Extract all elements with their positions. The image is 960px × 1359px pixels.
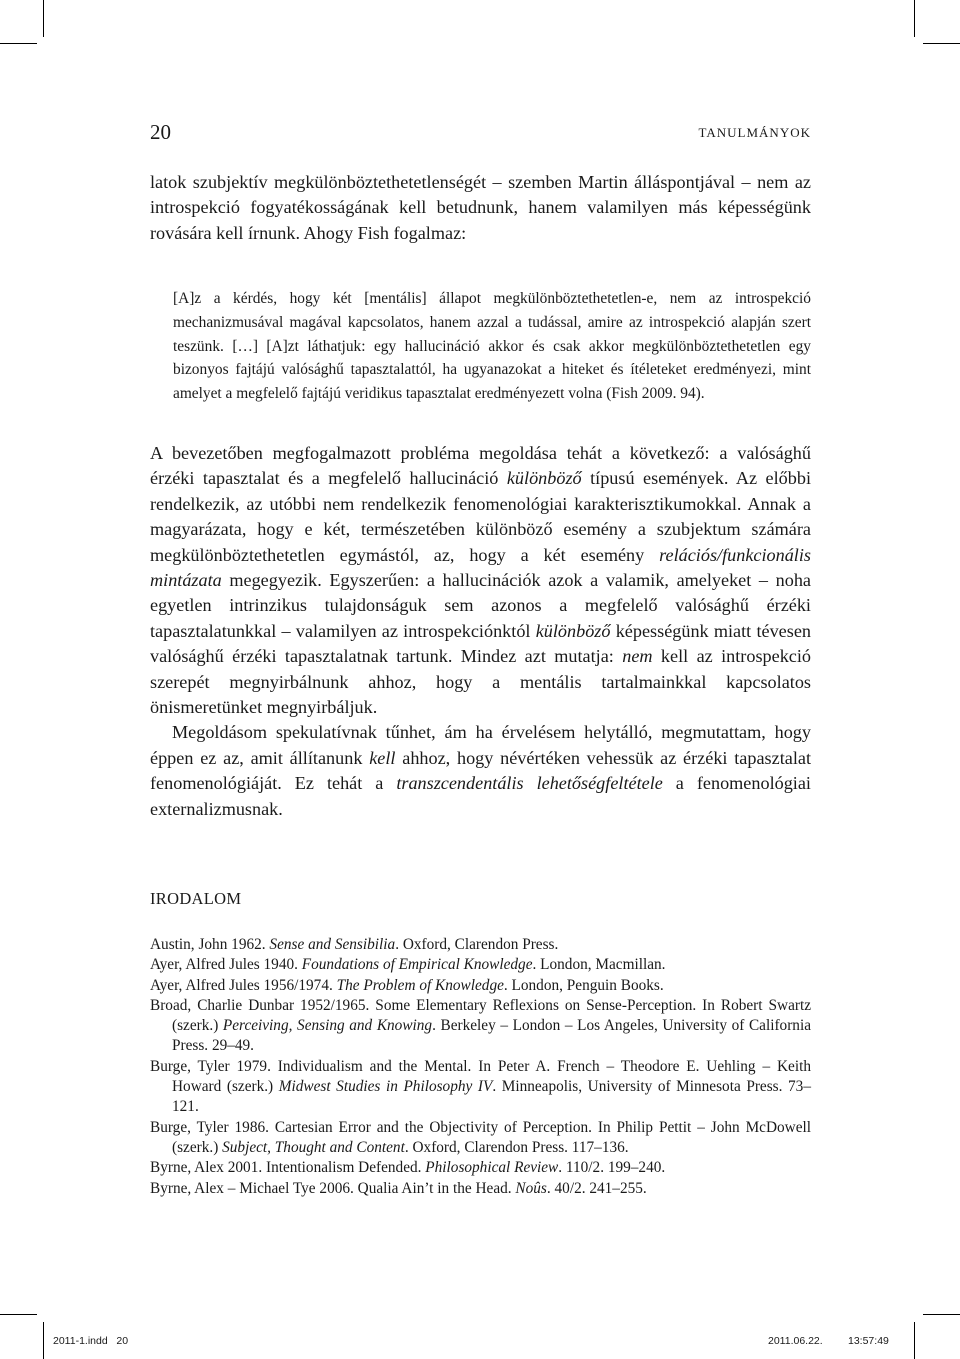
reference-item: Ayer, Alfred Jules 1956/1974. The Problem of Knowledge. London, Penguin Books. xyxy=(150,976,664,994)
quote-text: [A]z a kérdés, hogy két [mentális] állapot megkülönböztethetetlen-e, nem az introspekció mechanizmusával magával kapcsolatos, hanem azzal a tudással, amire az introspekció alapján szert teszünk. […] [A]zt láthatjuk: egy hallucináció akkor és csak akkor megkülönböztethetetlen egy bizonyos fajtájú valósághű tapasztalattól, ha ugyanazokat a hiteket és ítéleteket eredményezi, mint amelyet a megfelelő fajtájú veridikus tapasztalat eredményezett volna (Fish 2009. 94). xyxy=(173,290,811,403)
crop-mark xyxy=(914,0,915,37)
block-quote xyxy=(173,287,811,406)
emphasis: transzcendentális lehetőségfeltétele xyxy=(396,773,663,794)
reference-item: Austin, John 1962. Sense and Sensibilia. Oxford, Clarendon Press. xyxy=(150,936,559,953)
crop-mark xyxy=(923,1314,960,1315)
reference-item: Broad, Charlie Dunbar 1952/1965. Some Elementary Reflexions on Sense-Perception. In Robert Swartz (szerk.) Perceiving, Sensing and Knowing. Berkeley – London – Los Angeles, University of California Press. 29–49. xyxy=(150,996,811,1055)
page-number: 20 xyxy=(150,120,171,144)
reference-item: Byrne, Alex – Michael Tye 2006. Qualia Ain’t in the Head. Noûs. 40/2. 241–255. xyxy=(150,1179,647,1197)
footer-file-info: 2011-1.indd 20 xyxy=(53,1335,129,1347)
reference-item: Burge, Tyler 1986. Cartesian Error and the Objectivity of Perception. In Philip Pettit – John McDowell (szerk.) Subject, Thought and Content. Oxford, Clarendon Press. 117–136. xyxy=(150,1118,811,1156)
intro-paragraph: latok szubjektív megkülönböztethetetlenségét – szemben Martin álláspontjával – nem az introspekció fogyatékosságának kell betudnunk, hanem valamilyen más képességünk rovására kell írnunk. Ahogy Fish fogalmaz: xyxy=(150,172,811,243)
intro-paragraph-block xyxy=(150,170,811,246)
crop-mark xyxy=(914,1322,915,1359)
footer-date: 2011.06.22. xyxy=(768,1335,823,1347)
reference-item: Burge, Tyler 1979. Individualism and the Mental. In Peter A. French – Theodore E. Uehling – Keith Howard (szerk.) Midwest Studies in Philosophy IV. Minneapolis, University of Minnesota Press. 73–121. xyxy=(150,1057,811,1116)
emphasis: nem xyxy=(622,646,653,667)
crop-mark xyxy=(923,43,960,44)
crop-mark xyxy=(0,43,37,44)
reference-item: Ayer, Alfred Jules 1940. Foundations of Empirical Knowledge. London, Macmillan. xyxy=(150,956,666,974)
main-text xyxy=(150,441,811,822)
footer-time: 13:57:49 xyxy=(848,1335,889,1347)
emphasis: kell xyxy=(369,747,396,768)
emphasis: különböző xyxy=(506,468,582,489)
page-header xyxy=(150,120,811,150)
references-list xyxy=(150,935,811,1199)
reference-item: Byrne, Alex 2001. Intentionalism Defended. Philosophical Review. 110/2. 199–240. xyxy=(150,1159,666,1177)
references-heading: IRODALOM xyxy=(150,889,242,908)
crop-mark xyxy=(43,1322,44,1359)
emphasis: különböző xyxy=(535,620,611,641)
crop-mark xyxy=(43,0,44,37)
body-paragraph: A bevezetőben megfogalmazott probléma megoldása tehát a következő: a valósághű érzéki tapasztalat és a megfelelő hallucináció különböző típusú események. Az előbbi rendelkezik, az utóbbi nem rendelkezik fenomenológiai karakterisztikumokkal. Annak a magyarázata, hogy e két, természetében különböző esemény a szubjektum számára megkülönböztethetetlen egymástól, az, hogy a két esemény relációs/funkcionális mintázata megegyezik. Egyszerűen: a hallucinációk azok a valamik, amelyeket – noha egyetlen intrinzikus tulajdonságuk sem azonos a megfelelő valósághű érzéki tapasztalatunkkal – valamilyen az introspekciónktól különböző képességünk miatt tévesen valósághű érzéki tapasztalatnak tartunk. Mindez azt mutatja: nem kell az introspekció szerepét megnyirbálnunk ahhoz, hogy a mentális tartalmainkkal kapcsolatos önismeretünket megnyirbáljuk. xyxy=(150,443,812,718)
running-head: TANULMÁNYOK xyxy=(698,125,811,140)
emphasis: relációs/funkcionális mintázata xyxy=(150,544,811,591)
crop-mark xyxy=(0,1314,37,1315)
body-paragraph: Megoldásom spekulatívnak tűnhet, ám ha érvelésem helytálló, megmutattam, hogy éppen ez az, amit állítanunk kell ahhoz, hogy névértéken vehessük az érzéki tapasztalat fenomenológiáját. Ez tehát a transzcendentális lehetőségfeltétele a fenomenológiai externalizmusnak. xyxy=(150,722,811,819)
